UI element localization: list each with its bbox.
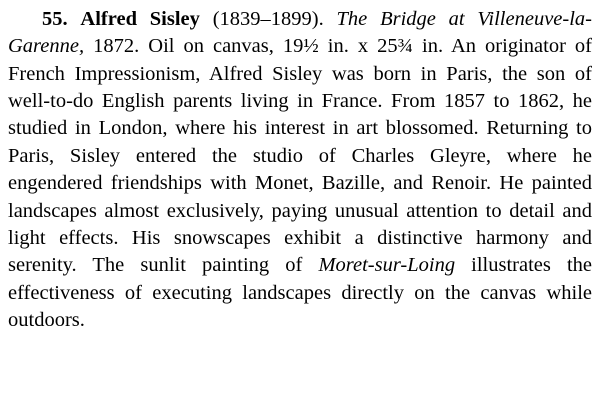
referenced-work-title: Moret-sur-Loing	[318, 254, 456, 277]
entry-paragraph	[8, 6, 592, 334]
entry-number: 55.	[42, 8, 68, 30]
artwork-info: 1872. Oil on canvas, 19½ in. x 25¾ in.	[93, 35, 444, 58]
entry-body-text: An originator of French Impressionism, Alfred Sisley was born in Paris, the son of well-to-do English parents living in France. From 1857 to 1862, he studied in London, where his interest in art blossomed. Returning to Paris, Sisley entered the studio of Charles Gleyre, where he engendered friendships with Monet, Bazille, and Renoir. He painted landscapes almost exclusively, paying unusual attention to detail and light effects. His snowscapes exhibit a distinctive harmony and serenity. The sunlit painting of	[8, 35, 592, 277]
artist-life-dates: (1839–1899).	[212, 8, 324, 30]
catalog-entry	[8, 6, 592, 334]
artist-name: Alfred Sisley	[80, 8, 200, 30]
entry-body-tail: illustrates the effectiveness of executing landscapes directly on the canvas while outdoors.	[8, 254, 592, 331]
artwork-title: The Bridge at Villeneuve-la-Garenne,	[8, 8, 592, 58]
